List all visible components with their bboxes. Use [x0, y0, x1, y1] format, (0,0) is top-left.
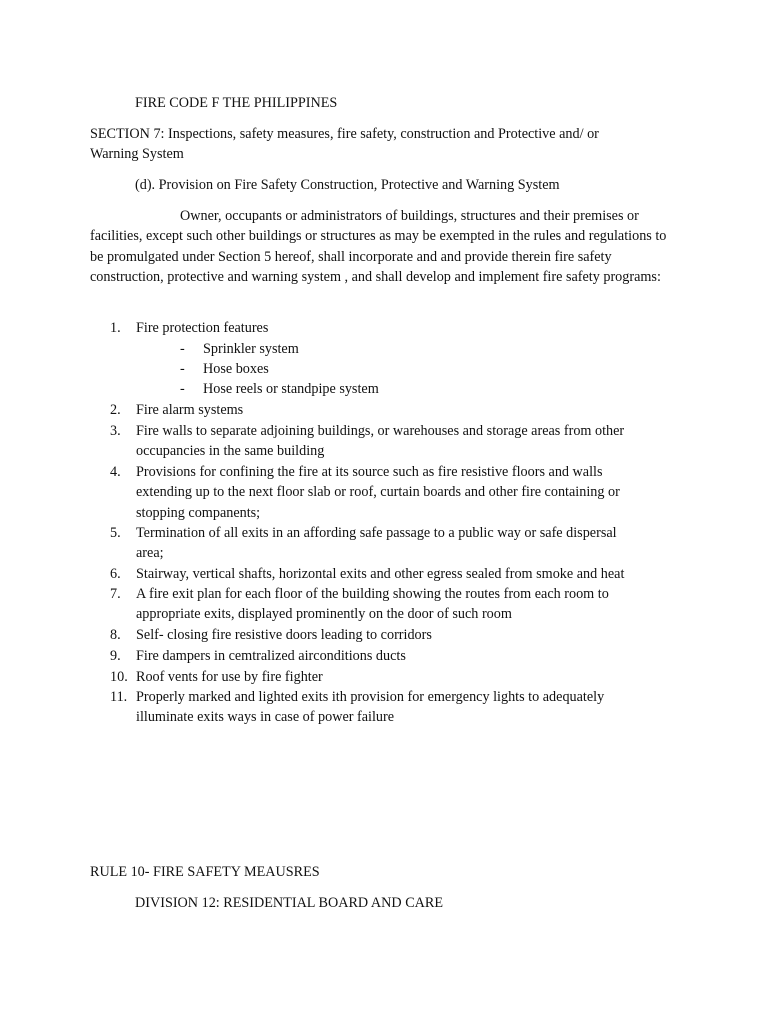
list-item-text: Fire alarm systems	[136, 402, 244, 418]
list-item-text: Termination of all exits in an affording safe passage to a public way or safe dispersal area;	[136, 525, 617, 562]
list-item	[110, 564, 670, 584]
list-item-number: 1.	[110, 320, 121, 336]
list-item	[110, 318, 670, 338]
list-item	[110, 462, 655, 523]
document-title: FIRE CODE F THE PHILIPPINES	[135, 95, 338, 111]
list-item-text: Provisions for confining the fire at its source such as fire resistive floors and walls extending up to the next floor slab or roof, curtain boards and other fire containing or stopping companents;	[136, 464, 620, 521]
division-heading: DIVISION 12: RESIDENTIAL BOARD AND CARE	[135, 895, 444, 911]
provision-heading: (d). Provision on Fire Safety Construction, Protective and Warning System	[135, 177, 560, 193]
list-item-number: 6.	[110, 566, 121, 582]
list-item-text: Fire dampers in cemtralized airconditions ducts	[136, 648, 406, 664]
sub-list-text: Sprinkler system	[203, 341, 299, 357]
list-item-number: 4.	[110, 464, 121, 480]
list-item-number: 2.	[110, 402, 121, 418]
sub-list-dash: -	[180, 361, 185, 377]
list-item-text: Roof vents for use by fire fighter	[136, 669, 323, 685]
list-item	[110, 421, 655, 462]
list-item	[110, 400, 670, 420]
list-item-number: 11.	[110, 689, 128, 705]
list-item-number: 7.	[110, 586, 121, 602]
sub-list-dash: -	[180, 341, 185, 357]
body-paragraph: Owner, occupants or administrators of buildings, structures and their premises or facilities, except such other buildings or structures as may be exempted in the rules and regulations to be promulgated under Section 5 hereof, shall incorporate and and provide therein fire safety construction, protective and warning system , and shall develop and implement fire safety programs:	[90, 208, 667, 286]
rule-heading: RULE 10- FIRE SAFETY MEAUSRES	[90, 864, 320, 880]
list-item-number: 10.	[110, 669, 128, 685]
list-item	[110, 646, 670, 666]
sub-list-text: Hose boxes	[203, 361, 269, 377]
list-item-text: Stairway, vertical shafts, horizontal exits and other egress sealed from smoke and heat	[136, 566, 625, 582]
list-item-number: 9.	[110, 648, 121, 664]
list-item	[110, 625, 670, 645]
list-item-number: 3.	[110, 423, 121, 439]
list-item	[110, 523, 640, 564]
list-item-text: Self- closing fire resistive doors leading to corridors	[136, 627, 432, 643]
list-item-text: Fire walls to separate adjoining buildings, or warehouses and storage areas from other occupancies in the same building	[136, 423, 625, 460]
list-item-number: 5.	[110, 525, 121, 541]
list-item-number: 8.	[110, 627, 121, 643]
sub-list-text: Hose reels or standpipe system	[203, 381, 379, 397]
sub-list-dash: -	[180, 381, 185, 397]
list-item-text: A fire exit plan for each floor of the building showing the routes from each room to appropriate exits, displayed prominently on the door of such room	[136, 586, 609, 623]
list-item	[110, 667, 670, 687]
list-item-text: Properly marked and lighted exits ith provision for emergency lights to adequately illuminate exits ways in case of power failure	[136, 689, 605, 726]
list-item-text: Fire protection features	[136, 320, 269, 336]
list-item	[110, 687, 645, 728]
list-item	[110, 584, 650, 625]
section-heading: SECTION 7: Inspections, safety measures, fire safety, construction and Protective and/ or Warning System	[90, 126, 599, 163]
